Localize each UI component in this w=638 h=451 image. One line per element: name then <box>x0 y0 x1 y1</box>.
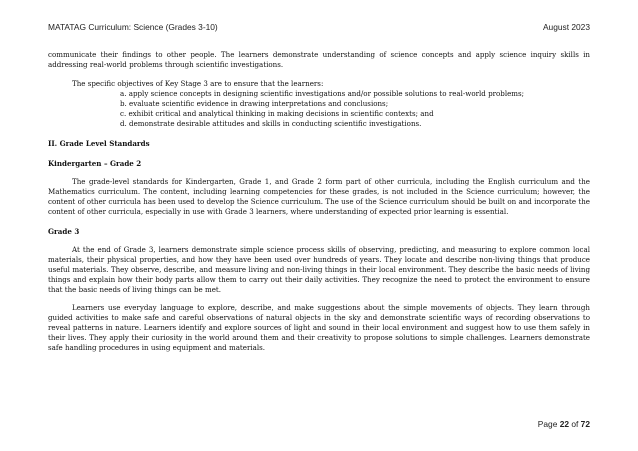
page-number: 22 <box>559 419 570 429</box>
objective-item: c. exhibit critical and analytical thinking in making decisions in scientific contexts; and <box>120 109 434 118</box>
intro-paragraph: communicate their findings to other people. The learners demonstrate understanding of science concepts and apply science inquiry skills in addressing real-world problems through scientific investigations. <box>48 50 590 69</box>
objectives-lead: The specific objectives of Key Stage 3 are to ensure that the learners: <box>72 79 324 88</box>
grade3-heading: Grade 3 <box>48 227 80 236</box>
objectives-list <box>48 89 590 129</box>
kinder-heading: Kindergarten – Grade 2 <box>48 159 142 168</box>
grade3-paragraph-2: Learners use everyday language to explore, describe, and make suggestions about the simple movements of objects. They learn through guided activities to make safe and careful observations of natural objects in the sky and demonstrate scientific ways of recording observations to reveal patterns in nature. Learners identify and explore sources of light and sound in their local environment and suggest how to use them safely in their lives. They apply their curiosity in the world around them and their creativity to propose solutions to simple challenges. Learners demonstrate safe handling procedures in using equipment and materials. <box>48 303 590 352</box>
kinder-paragraph: The grade-level standards for Kindergarten, Grade 1, and Grade 2 form part of other curricula, including the English curriculum and the Mathematics curriculum. The content, including learning competencies for these grades, is not included in the Science curriculum; however, the content of other curricula has been used to develop the Science curriculum. The use of the Science curriculum should be built on and incorporate the content of other curricula, especially in use with Grade 3 learners, where understanding of expected prior learning is essential. <box>48 177 590 216</box>
of-label: of <box>571 419 579 429</box>
header-title: MATATAG Curriculum: Science (Grades 3-10) <box>48 22 218 32</box>
objective-item: d. demonstrate desirable attitudes and skills in conducting scientific investigations. <box>120 119 422 128</box>
page-total: 72 <box>580 419 590 429</box>
section-heading: II. Grade Level Standards <box>48 139 150 148</box>
grade3-paragraph-1: At the end of Grade 3, learners demonstrate simple science process skills of observing, predicting, and measuring to explore common local materials, their physical properties, and how they have been used over hundreds of years. They locate and describe non-living things that produce useful materials. They observe, describe, and measure living and non-living things in their local environment. They describe the basic needs of living things and explain how their body parts allow them to carry out their daily activities. They recognize the need to protect the environment to ensure that the basic needs of living things can be met. <box>48 245 590 294</box>
page-body <box>48 50 590 353</box>
page-header <box>48 22 590 32</box>
objective-item: a. apply science concepts in designing scientific investigations and/or possible solutions to real-world problems; <box>120 89 525 98</box>
header-date: August 2023 <box>542 22 590 32</box>
page-footer <box>538 419 590 429</box>
objective-item: b. evaluate scientific evidence in drawing interpretations and conclusions; <box>120 99 389 108</box>
page-label: Page <box>537 419 558 429</box>
